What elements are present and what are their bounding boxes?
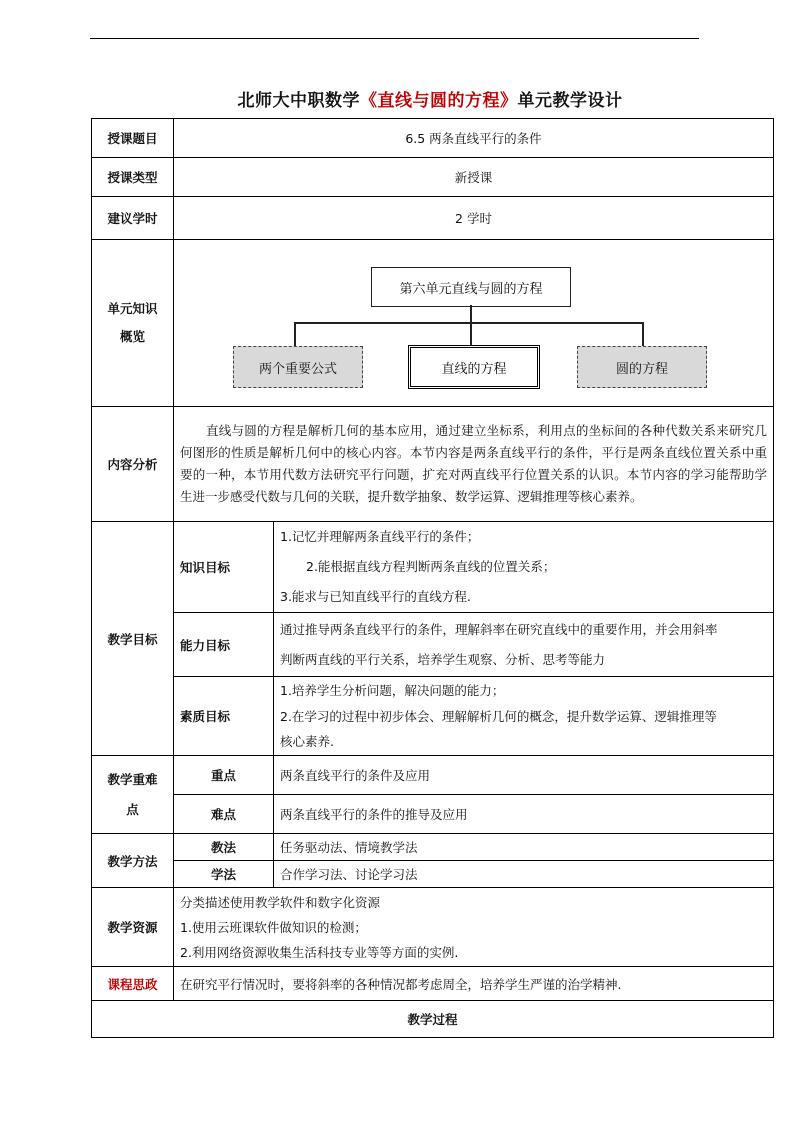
key-point-label: 重点 [174, 756, 274, 795]
knowledge-goal-line3: 3.能求与已知直线平行的直线方程. [280, 589, 471, 604]
row-hours [92, 197, 774, 240]
hours-value: 2 学时 [174, 197, 774, 240]
row-topic [92, 119, 774, 158]
diagram-connector-left [294, 322, 296, 346]
diagram-connector-stem [470, 305, 472, 322]
row-hard-point [92, 795, 774, 834]
diagram-connector-bar [294, 322, 644, 324]
row-teach-method [92, 834, 774, 861]
quality-goal-line2: 2.在学习的过程中初步体会、理解解析几何的概念，提升数学运算、逻辑推理等 [280, 709, 717, 724]
diagram-right-box: 圆的方程 [577, 346, 707, 388]
hard-point-label: 难点 [174, 795, 274, 834]
learn-method-label: 学法 [174, 861, 274, 888]
row-process [92, 1001, 774, 1038]
resources-line2: 1.使用云班课软件做知识的检测； [180, 919, 367, 935]
overview-diagram-cell [174, 240, 774, 407]
row-key-point [92, 756, 774, 795]
overview-label-line2: 概览 [119, 329, 145, 344]
row-resources [92, 888, 774, 967]
diagram-left-box: 两个重要公式 [233, 346, 363, 388]
diagram-middle-box: 直线的方程 [408, 345, 540, 389]
ideology-value: 在研究平行情况时，要将斜率的各种情况都考虑周全，培养学生严谨的治学精神. [174, 967, 774, 1001]
hours-label: 建议学时 [92, 197, 174, 240]
teach-method-label: 教法 [174, 834, 274, 861]
header-rule [90, 38, 699, 39]
title-suffix: 单元教学设计 [517, 91, 623, 111]
topic-label: 授课题目 [92, 119, 174, 158]
page-title [0, 86, 794, 111]
ability-goal-label: 能力目标 [174, 613, 274, 677]
knowledge-goal-label: 知识目标 [174, 522, 274, 613]
quality-goal-cell [274, 677, 774, 756]
keypoints-label-line2: 点 [126, 801, 139, 817]
knowledge-goal-line1: 1.记忆并理解两条直线平行的条件； [280, 529, 480, 544]
title-prefix: 北师大中职数学 [237, 91, 360, 111]
ability-goal-line2: 判断两直线的平行关系，培养学生观察、分析、思考等能力 [280, 651, 606, 667]
ability-goal-line1: 通过推导两条直线平行的条件，理解斜率在研究直线中的重要作用，并会用斜率 [280, 621, 718, 637]
resources-line3: 2.利用网络资源收集生活科技专业等等方面的实例. [180, 944, 459, 960]
keypoints-label-line1: 教学重难 [107, 771, 158, 787]
row-overview [92, 240, 774, 407]
ability-goal-cell [274, 613, 774, 677]
type-value: 新授课 [174, 158, 774, 197]
resources-cell [174, 888, 774, 967]
row-goal-quality [92, 677, 774, 756]
key-point-value: 两条直线平行的条件及应用 [274, 756, 774, 795]
learn-method-value: 合作学习法、讨论学习法 [274, 861, 774, 888]
lesson-plan-table [91, 118, 774, 1038]
row-type [92, 158, 774, 197]
diagram-root-box: 第六单元直线与圆的方程 [371, 267, 571, 307]
row-learn-method [92, 861, 774, 888]
quality-goal-line1: 1.培养学生分析问题，解决问题的能力； [280, 683, 505, 698]
row-analysis [92, 407, 774, 522]
row-goal-ability [92, 613, 774, 677]
ideology-label: 课程思政 [92, 967, 174, 1001]
quality-goal-label: 素质目标 [174, 677, 274, 756]
overview-label [92, 240, 174, 407]
methods-label: 教学方法 [92, 834, 174, 888]
type-label: 授课类型 [92, 158, 174, 197]
diagram-connector-right [642, 322, 644, 346]
knowledge-goal-line2: 2.能根据直线方程判断两条直线的位置关系； [306, 559, 556, 574]
knowledge-goal-cell [274, 522, 774, 613]
resources-label: 教学资源 [92, 888, 174, 967]
keypoints-label [92, 756, 174, 834]
row-goal-knowledge [92, 522, 774, 613]
knowledge-structure-diagram [174, 240, 773, 406]
hard-point-value: 两条直线平行的条件的推导及应用 [274, 795, 774, 834]
overview-label-line1: 单元知识 [107, 301, 158, 316]
topic-value: 6.5 两条直线平行的条件 [174, 119, 774, 158]
teach-method-value: 任务驱动法、情境教学法 [274, 834, 774, 861]
resources-line1: 分类描述使用教学软件和数字化资源 [180, 894, 381, 910]
process-header: 教学过程 [92, 1001, 774, 1038]
quality-goal-line3: 核心素养. [280, 734, 334, 749]
analysis-label: 内容分析 [92, 407, 174, 522]
analysis-text: 直线与圆的方程是解析几何的基本应用，通过建立坐标系，利用点的坐标间的各种代数关系来研究几何图形的性质是解析几何中的核心内容。本节内容是两条直线平行的条件，平行是两条直线位置关系中重要的一种，本节用代数方法研究平行问题，扩充对两直线平行位置关系的认识。本节内容的学习能帮助学生进一步感受代数与几何的关联，提升数学抽象、数学运算、逻辑推理等核心素养。 [180, 423, 768, 504]
diagram-connector-middle [470, 322, 472, 345]
analysis-cell [174, 407, 774, 522]
row-ideology [92, 967, 774, 1001]
title-highlight: 《直线与圆的方程》 [360, 91, 518, 111]
goals-label: 教学目标 [92, 522, 174, 756]
